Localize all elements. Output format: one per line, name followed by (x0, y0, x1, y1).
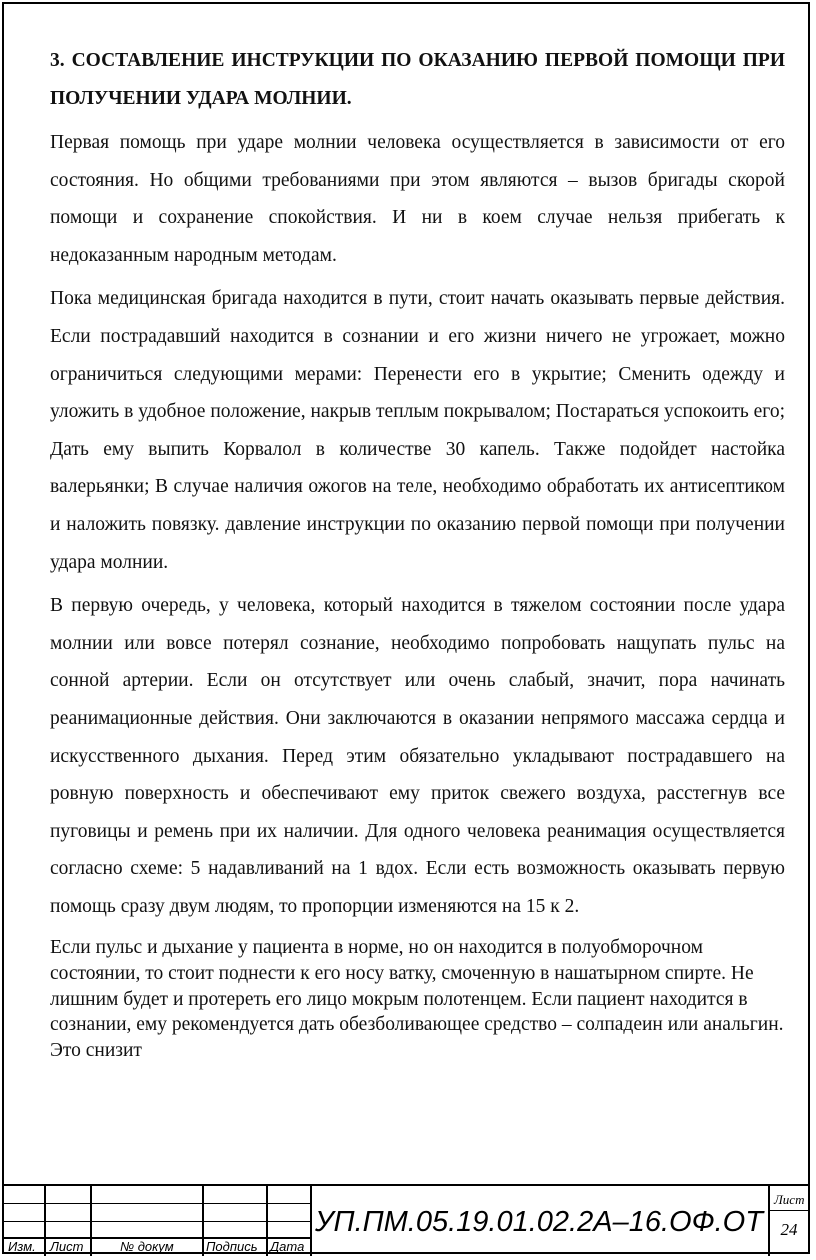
section-heading: 3. СОСТАВЛЕНИЕ ИНСТРУКЦИИ ПО ОКАЗАНИЮ ПЕРВОЙ ПОМОЩИ ПРИ ПОЛУЧЕНИИ УДАРА МОЛНИИ. (50, 50, 785, 109)
document-code: УП.ПМ.05.19.01.02.2А–16.ОФ.ОТ (315, 1205, 763, 1238)
sheet-number: 24 (780, 1220, 798, 1239)
paragraph-2: Пока медицинская бригада находится в пути, стоит начать оказывать первые действия. Если пострадавший находится в сознании и его жизни ничего не угрожает, можно ограничиться следующими мерами: Перенести его в укрытие; Сменить одежду и уложить в удобное положение, накрыв теплым покрывалом; Постараться успокоить его; Дать ему выпить Корвалол в количестве 30 капель. Также подойдет настойка валерьянки; В случае наличия ожогов на теле, необходимо обработать их антисептиком и наложить повязку. давление инструкции по оказанию первой помощи при получении удара молнии. (50, 288, 785, 573)
sheet-label: Лист (774, 1192, 805, 1207)
stamp-col-date: Дата (270, 1239, 305, 1254)
stamp-col-izm: Изм. (8, 1239, 36, 1254)
document-body (50, 42, 785, 1063)
paragraph-4: Если пульс и дыхание у пациента в норме, но он находится в полуобморочном состоянии, то стоит поднести к его носу ватку, смоченную в нашатырном спирте. Не лишним будет и протереть его лицо мокрым полотенцем. Если пациент находится в сознании, ему рекомендуется дать обезболивающее средство – солпадеин или анальгин. Это снизит (50, 937, 784, 1061)
stamp-col-sign: Подпись (206, 1239, 258, 1254)
stamp-col-doc: № докум (120, 1239, 174, 1254)
paragraph-3: В первую очередь, у человека, который находится в тяжелом состоянии после удара молнии или вовсе потерял сознание, необходимо попробовать нащупать пульс на сонной артерии. Если он отсутствует или очень слабый, значит, пора начинать реанимационные действия. Они заключаются в оказании непрямого массажа сердца и искусственного дыхания. Перед этим обязательно укладывают пострадавшего на ровную поверхность и обеспечивают ему приток свежего воздуха, расстегнув все пуговицы и ремень при их наличии. Для одного человека реанимация осуществляется согласно схеме: 5 надавливаний на 1 вдох. Если есть возможность оказывать первую помощь сразу двум людям, то пропорции изменяются на 15 к 2. (50, 595, 785, 917)
title-block-stamp (4, 1184, 808, 1254)
stamp-col-list: Лист (50, 1239, 84, 1254)
paragraph-1: Первая помощь при ударе молнии человека осуществляется в зависимости от его состояния. Но общими требованиями при этом являются – вызов бригады скорой помощи и сохранение спокойствия. И ни в коем случае нельзя прибегать к недоказанным народным методам. (50, 132, 785, 266)
